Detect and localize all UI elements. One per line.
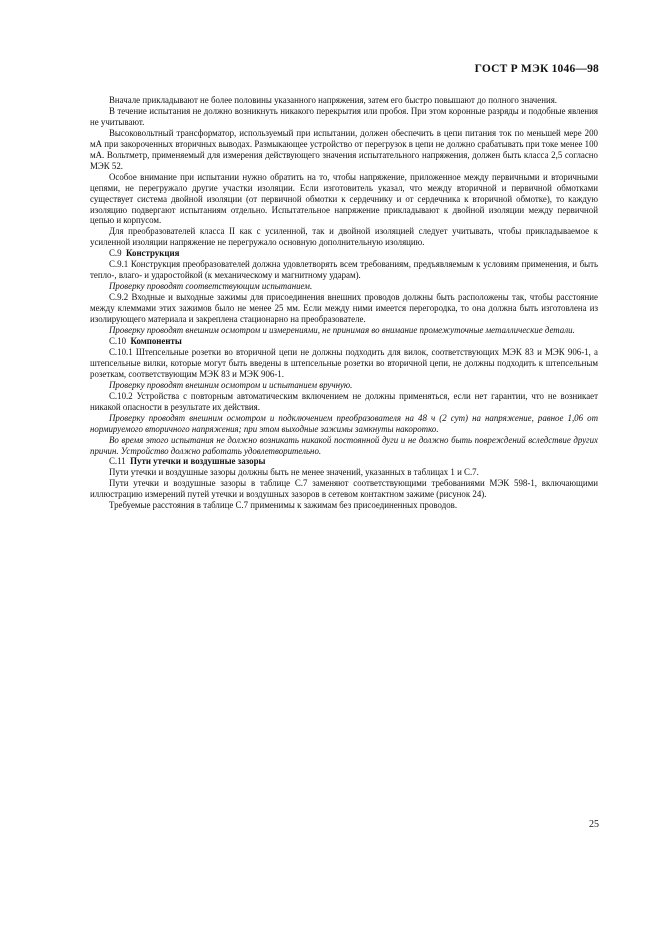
check-note: Проверку проводят соответствующим испытанием.	[109, 281, 313, 292]
paragraph: Для преобразователей класса II как с усиленной, так и двойной изоляцией следует учитывать, чтобы прикладываемое к усиленной изоляции напряжение не перегружало основную дополнительную изоляцию.	[90, 226, 598, 248]
paragraph: С.9.2 Входные и выходные зажимы для присоединения внешних проводов должны быть расположены так, чтобы расстояние между клеммами этих зажимов было не менее 25 мм. Если между ними имеется перегородка, то она должна быть изготовлена из изолирующего материала и закреплена стационарно на преобразователе.	[90, 292, 598, 325]
section-title: Конструкция	[126, 248, 180, 259]
paragraph: С.10.1 Штепсельные розетки во вторичной цепи не должны подходить для вилок, соответствующих МЭК 83 и МЭК 906-1, а штепсельные вилки, которые могут быть введены в штепсельные розетки во вторичной цепи, не должны подходить к штепсельным розеткам, соответствующим МЭК 83 и МЭК 906-1.	[90, 346, 598, 379]
paragraph: С.10.2 Устройства с повторным автоматическим включением не должны применяться, если нет гарантии, что не возникает никакой опасности в результате их действия.	[90, 390, 598, 412]
paragraph: Пути утечки и воздушные зазоры в таблице С.7 заменяют соответствующими требованиями МЭК 598-1, включающими иллюстрацию измерений путей утечки и воздушных зазоров в сетевом контактном зажиме (рисунок 24).	[90, 478, 598, 500]
paragraph: В течение испытания не должно возникнуть никакого перекрытия или пробоя. При этом коронные разряды и подобные явления не учитывают.	[90, 105, 598, 127]
check-note: Проверку проводят внешним осмотром и измерениями, не принимая во внимание промежуточные металлические детали.	[109, 325, 575, 336]
paragraph: Требуемые расстояния в таблице С.7 применимы к зажимам без присоединенных проводов.	[109, 500, 458, 511]
document-code: ГОСТ Р МЭК 1046—98	[474, 63, 599, 75]
paragraph: С.9.1 Конструкция преобразователей должна удовлетворять всем требованиям, предъявляемым к условиям применения, и быть тепло-, влаго- и ударостойкой (к механическому и магнитному ударам).	[90, 259, 598, 281]
paragraph: Особое внимание при испытании нужно обратить на то, чтобы напряжение, приложенное между первичными и вторичными цепями, не перегружало другие участки изоляции. Если изготовитель указал, что между вторичной и первичной обмотками существует система двойной изоляции (от первичной обмотки к сердечнику и от сердечника к вторичной обмотке), то каждую изоляцию подвергают испытаниям отдельно. Испытательное напряжение прикладывают к двойной изоляции между первичной цепью и корпусом.	[90, 171, 598, 226]
section-title: Пути утечки и воздушные зазоры	[130, 456, 266, 467]
paragraph: Вначале прикладывают не более половины указанного напряжения, затем его быстро повышают до полного значения.	[109, 95, 558, 105]
section-heading-c10	[90, 336, 598, 347]
section-title: Компоненты	[130, 335, 182, 346]
document-body	[90, 95, 598, 511]
page-number: 25	[589, 819, 599, 830]
paragraph: Высоковольтный трансформатор, используемый при испытании, должен обеспечить в цепи питания ток по меньшей мере 200 мА при закороченных вторичных выводах. Размыкающее устройство от перегрузок в цепи не должно срабатывать при токе менее 100 мА. Вольтметр, применяемый для измерения действующего значения испытательного напряжения, должен быть класса 2,5 согласно МЭК 52.	[90, 127, 598, 171]
section-number: С.9	[109, 248, 122, 259]
section-number: С.10	[109, 335, 127, 346]
paragraph: Пути утечки и воздушные зазоры должны быть не менее значений, указанных в таблицах 1 и С.7.	[109, 467, 479, 478]
check-note: Во время этого испытания не должно возникать никакой постоянной дуги и не должно быть повреждений вследствие других причин. Устройство должно работать удовлетворительно.	[90, 434, 598, 456]
section-number: С.11	[109, 456, 126, 467]
section-heading-c9	[90, 248, 598, 259]
check-note: Проверку проводят внешним осмотром и испытанием вручную.	[109, 379, 353, 390]
section-heading-c11	[90, 456, 598, 467]
check-note: Проверку проводят внешним осмотром и подключением преобразователя на 48 ч (2 сут) на напряжение, равное 1,06 от нормируемого вторичного напряжения; при этом выходные зажимы замкнуты накоротко.	[90, 412, 598, 434]
